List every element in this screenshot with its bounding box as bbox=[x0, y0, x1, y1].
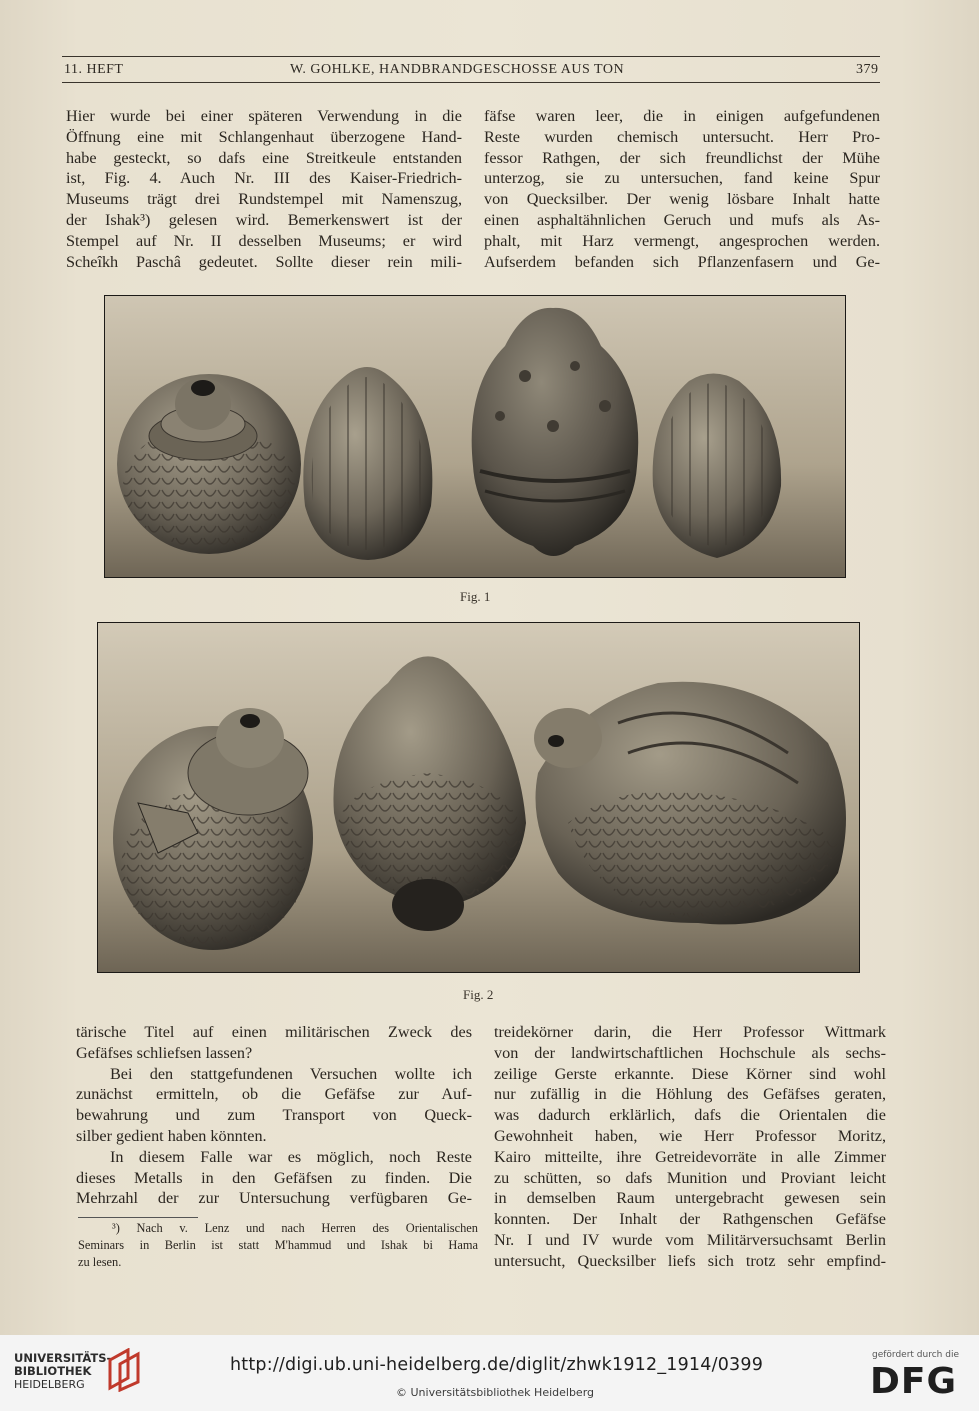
text-line: tärische Titel auf einen militärischen Zweck des bbox=[76, 1023, 472, 1041]
text-column-bottom-right bbox=[494, 1022, 886, 1272]
text-line: bewahrung und zum Transport von Queck- bbox=[76, 1106, 472, 1125]
text-line: Öffnung eine mit Schlangenhaut überzogene Hand- bbox=[66, 127, 462, 146]
text-line: zeilige Gerste erkannte. Diese Körner sind wohl bbox=[494, 1064, 886, 1083]
text-line: ist, Fig. 4. Auch Nr. III des Kaiser-Friedrich- bbox=[66, 169, 462, 188]
copyright-notice: © Universitätsbibliothek Heidelberg bbox=[396, 1386, 595, 1399]
text-line: von der landwirtschaftlichen Hochschule als sechs- bbox=[494, 1043, 886, 1062]
text-line: Mehrzahl der zur Untersuchung verfügbaren Ge- bbox=[76, 1189, 472, 1208]
text-line: Bei den stattgefundenen Versuchen wollte ich bbox=[110, 1064, 472, 1083]
text-line: nur zufällig in die Höhlung des Gefäfses geraten, bbox=[494, 1085, 886, 1104]
university-library-logo[interactable] bbox=[14, 1352, 144, 1402]
text-line: in demselben Raum untergebracht gewesen sein bbox=[494, 1189, 886, 1208]
text-line: Gefäfses schliefsen lassen? bbox=[76, 1043, 253, 1062]
text-line: Kairo mitteilte, ihre Getreidevorräte in alle Zimmer bbox=[494, 1147, 886, 1166]
text-line: konnten. Der Inhalt der Rathgenschen Gefäfse bbox=[494, 1210, 886, 1229]
library-name-line1: UNIVERSITÄTS- bbox=[14, 1351, 112, 1365]
text-column-top-right bbox=[484, 106, 880, 272]
text-line: habe gesteckt, so dafs eine Streitkeule entstanden bbox=[66, 148, 462, 167]
figure-2-caption: Fig. 2 bbox=[463, 987, 494, 1002]
library-emblem-icon bbox=[106, 1348, 146, 1392]
running-head-title: W. GOHLKE, HANDBRANDGESCHOSSE AUS TON bbox=[290, 62, 625, 77]
footnote-line: ³) Nach v. Lenz und nach Herren des Orientalischen bbox=[112, 1221, 478, 1235]
text-line: Museums trägt drei Rundstempel mit Namenszug, bbox=[66, 190, 462, 209]
text-column-bottom-left bbox=[76, 1022, 472, 1209]
text-line: von Quecksilber. Der wenig lösbare Inhalt hatte bbox=[484, 190, 880, 209]
figure-1-caption: Fig. 1 bbox=[460, 589, 491, 604]
text-line: treidekörner darin, die Herr Professor Wittmark bbox=[494, 1023, 886, 1041]
footnote-line: Seminars in Berlin ist statt M'hammud und Ishak bi Hama bbox=[78, 1238, 478, 1252]
text-line: Stempel auf Nr. II desselben Museums; er wird bbox=[66, 231, 462, 250]
running-head-issue: 11. HEFT bbox=[64, 62, 124, 77]
text-line: Scheîkh Paschâ gedeutet. Sollte dieser rein mili- bbox=[66, 252, 462, 271]
header-rule-top bbox=[62, 56, 880, 57]
text-column-top-left bbox=[66, 106, 462, 272]
text-line: silber gedient haben könnten. bbox=[76, 1126, 267, 1145]
permalink-url[interactable]: http://digi.ub.uni-heidelberg.de/diglit/zhwk1912_1914/0399 bbox=[230, 1355, 764, 1375]
text-line: phalt, mit Harz vermengt, angesprochen werden. bbox=[484, 231, 880, 250]
figure-1-photo bbox=[104, 295, 846, 578]
text-line: einen asphaltähnlichen Geruch und mufs als As- bbox=[484, 210, 880, 229]
text-line: untersucht, Quecksilber liefs sich trotz sehr empfind- bbox=[494, 1251, 886, 1270]
text-line: dieses Metalls in den Gefäfsen zu finden. Die bbox=[76, 1168, 472, 1187]
text-line: Reste wurden chemisch untersucht. Herr Pro- bbox=[484, 127, 880, 146]
figure-1-illustration bbox=[105, 296, 845, 577]
text-line: fäfse waren leer, die in einigen aufgefundenen bbox=[484, 107, 880, 125]
header-rule-bottom bbox=[62, 82, 880, 83]
text-line: zu schütten, so dafs Munition und Proviant leicht bbox=[494, 1168, 886, 1187]
funding-note: gefördert durch die bbox=[872, 1350, 959, 1360]
footnote-line: zu lesen. bbox=[78, 1255, 122, 1269]
text-line: Aufserdem befanden sich Pflanzenfasern und Ge- bbox=[484, 252, 880, 271]
text-line: In diesem Falle war es möglich, noch Reste bbox=[110, 1147, 472, 1166]
text-line: Hier wurde bei einer späteren Verwendung in die bbox=[66, 107, 462, 125]
page-number: 379 bbox=[856, 62, 879, 77]
dfg-logo[interactable]: DFG bbox=[870, 1361, 958, 1402]
text-line: zunächst ermitteln, ob die Gefäfse zur Auf- bbox=[76, 1085, 472, 1104]
footnote bbox=[78, 1220, 478, 1271]
footnote-rule bbox=[78, 1217, 198, 1218]
text-line: fessor Rathgen, der sich freundlichst der Mühe bbox=[484, 148, 880, 167]
text-line: der Ishak³) gelesen wird. Bemerkenswert ist der bbox=[66, 210, 462, 229]
figure-2-illustration bbox=[98, 623, 859, 972]
library-name-line3: HEIDELBERG bbox=[14, 1378, 85, 1391]
text-line: Nr. I und IV wurde vom Militärversuchsamt Berlin bbox=[494, 1230, 886, 1249]
text-line: Gewohnheit haben, wie Herr Professor Moritz, bbox=[494, 1126, 886, 1145]
text-line: unterzog, sie zu untersuchen, fand keine Spur bbox=[484, 169, 880, 188]
figure-2-photo bbox=[97, 622, 860, 973]
library-name-line2: BIBLIOTHEK bbox=[14, 1364, 92, 1378]
text-line: was dadurch erklärlich, dafs die Orientalen die bbox=[494, 1106, 886, 1125]
